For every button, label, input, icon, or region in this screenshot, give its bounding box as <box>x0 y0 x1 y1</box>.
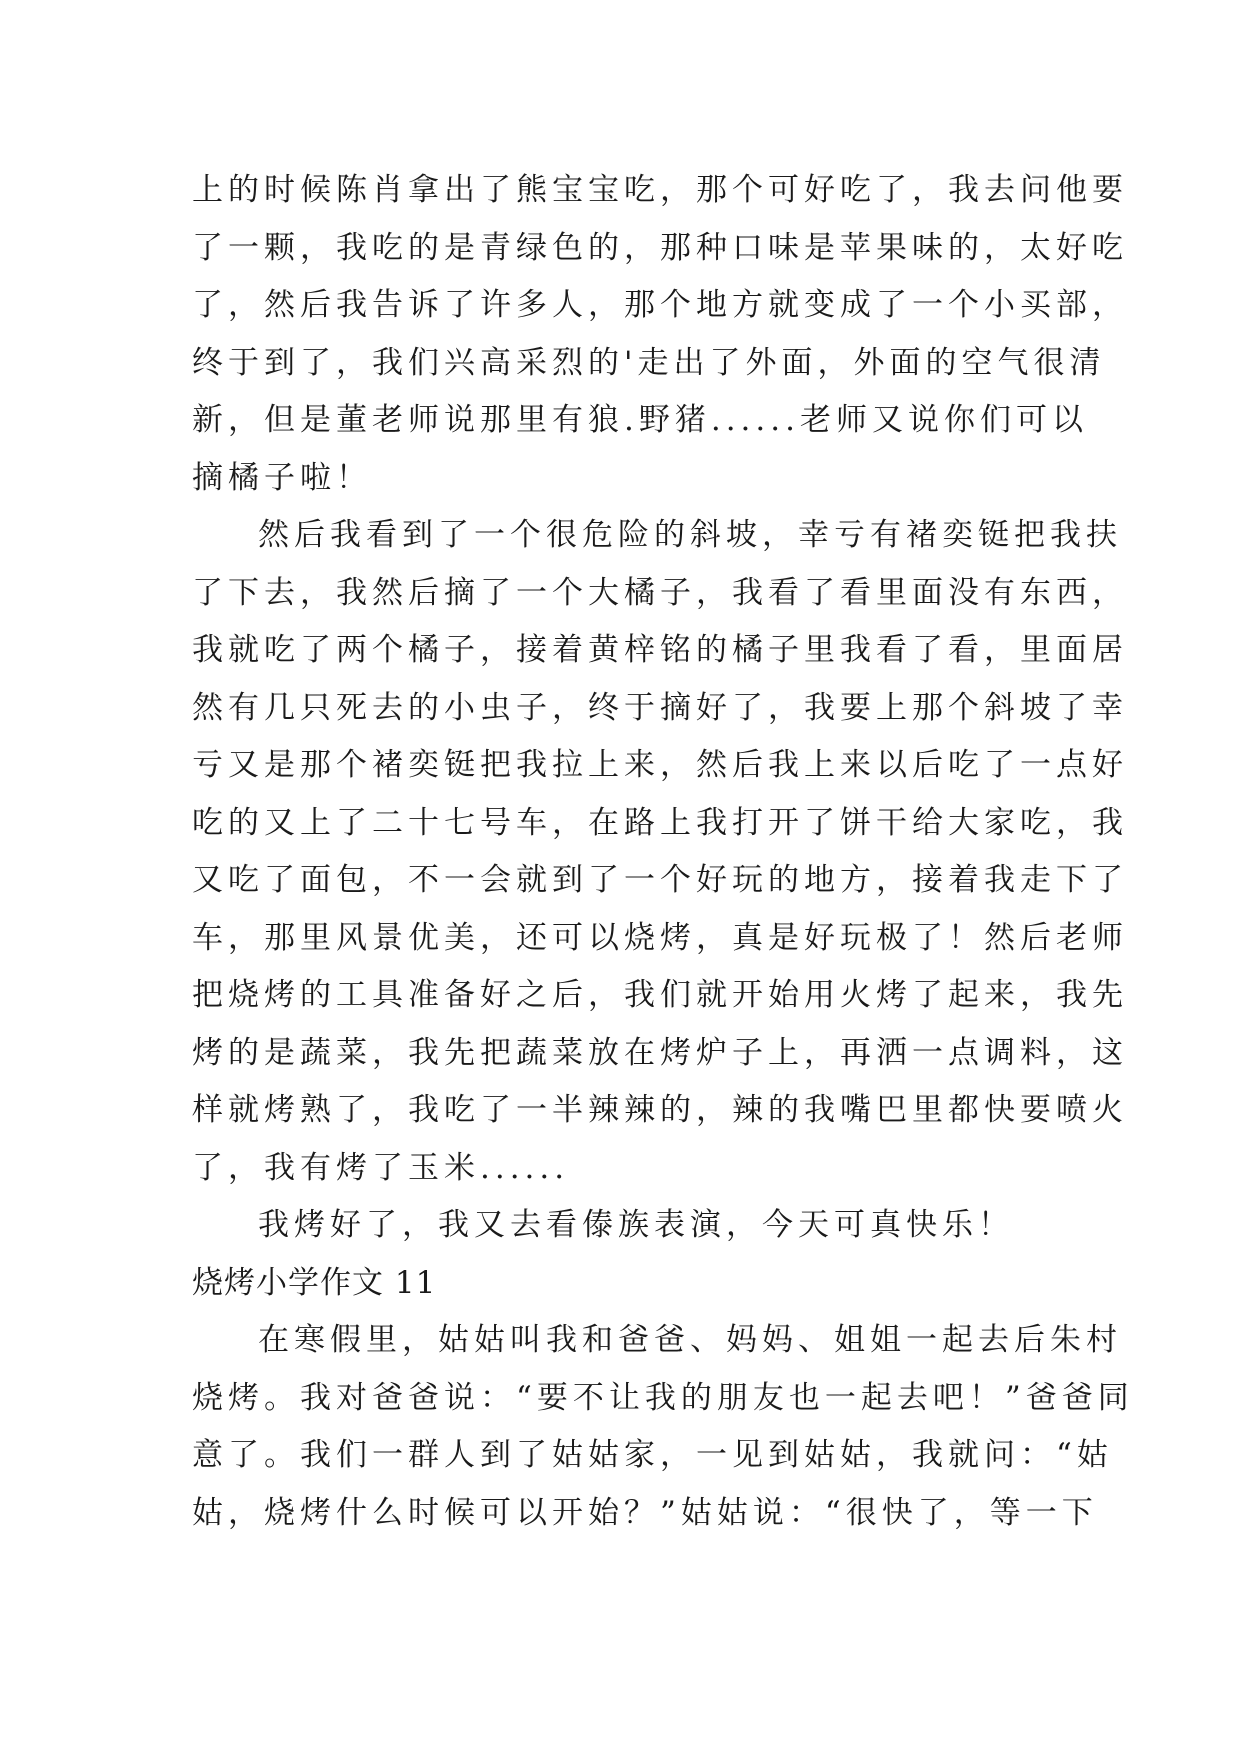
text-line: 车，那里风景优美，还可以烧烤，真是好玩极了！然后老师 <box>192 919 1128 956</box>
text-line: 在寒假里，姑姑叫我和爸爸、妈妈、姐姐一起去后朱村 <box>258 1322 1122 1358</box>
document-body <box>192 162 1134 1542</box>
text-line: 姑，烧烤什么时候可以开始？”姑姑说：“很快了，等一下 <box>192 1494 1098 1531</box>
text-line: 摘橘子啦！ <box>192 459 372 496</box>
text-line: 了，我有烤了玉米...... <box>192 1149 570 1186</box>
text-line: 亏又是那个褚奕铤把我拉上来，然后我上来以后吃了一点好 <box>192 747 1128 783</box>
text-line: 烤的是蔬菜，我先把蔬菜放在烤炉子上，再洒一点调料，这 <box>192 1034 1128 1071</box>
text-line: 终于到了，我们兴高采烈的'走出了外面，外面的空气很清 <box>192 344 1106 381</box>
heading-text: 烧烤小学作文 11 <box>192 1264 437 1301</box>
text-line: 意了。我们一群人到了姑姑家，一见到姑姑，我就问：“姑 <box>192 1437 1113 1473</box>
text-line: 然有几只死去的小虫子，终于摘好了，我要上那个斜坡了幸 <box>192 689 1128 726</box>
text-line: 了，然后我告诉了许多人，那个地方就变成了一个小买部， <box>192 287 1128 323</box>
text-line: 样就烤熟了，我吃了一半辣辣的，辣的我嘴巴里都快要喷火 <box>192 1092 1128 1128</box>
paragraph <box>192 507 1128 1197</box>
text-line: 了下去，我然后摘了一个大橘子，我看了看里面没有东西， <box>192 574 1128 611</box>
text-line: 烧烤。我对爸爸说：“要不让我的朋友也一起去吧！”爸爸同 <box>192 1379 1134 1416</box>
text-line: 吃的又上了二十七号车，在路上我打开了饼干给大家吃，我 <box>192 804 1128 841</box>
paragraph <box>192 162 1128 507</box>
text-line: 然后我看到了一个很危险的斜坡，幸亏有褚奕铤把我扶 <box>258 517 1122 553</box>
text-line: 我烤好了，我又去看傣族表演，今天可真快乐！ <box>258 1207 1014 1243</box>
text-line: 我就吃了两个橘子，接着黄梓铭的橘子里我看了看，里面居 <box>192 632 1128 668</box>
paragraph <box>192 1312 1134 1542</box>
text-line: 把烧烤的工具准备好之后，我们就开始用火烤了起来，我先 <box>192 977 1128 1013</box>
paragraph <box>192 1197 1062 1255</box>
text-line: 了一颗，我吃的是青绿色的，那种口味是苹果味的，太好吃 <box>192 229 1128 266</box>
text-line: 又吃了面包，不一会就到了一个好玩的地方，接着我走下了 <box>192 862 1128 898</box>
section-heading <box>192 1255 1062 1313</box>
text-line: 新，但是董老师说那里有狼.野猪......老师又说你们可以 <box>192 402 1088 438</box>
text-line: 上的时候陈肖拿出了熊宝宝吃，那个可好吃了，我去问他要 <box>192 172 1128 208</box>
